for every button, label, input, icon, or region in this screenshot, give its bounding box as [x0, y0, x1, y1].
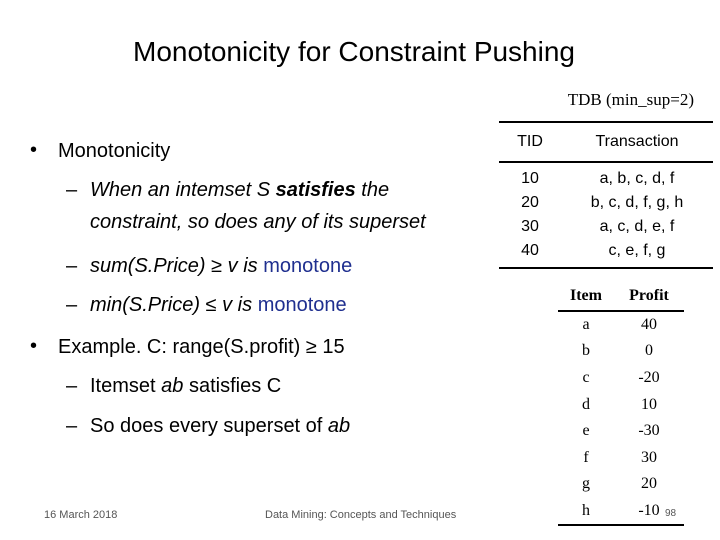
table-cell-item: e [582, 422, 590, 440]
table-header-cell: TID [499, 122, 561, 162]
table-cell-item: g [582, 475, 590, 493]
table-row [558, 391, 684, 418]
table-cell-tid: 40 [499, 239, 561, 268]
expression: sum(S.Price) ≥ v [90, 255, 238, 277]
sub-bullet-itemset-ab [90, 375, 281, 398]
table-row [499, 215, 713, 239]
sub-bullet-when-itemset-line2: constraint, so does any of its superset [90, 211, 426, 233]
table-cell-profit: 40 [641, 315, 657, 333]
table-cell-profit: -30 [638, 422, 660, 440]
table-row [558, 365, 684, 392]
table-cell-transaction: c, e, f, g [561, 239, 713, 268]
table-cell-profit: 10 [641, 395, 657, 413]
dash-marker: – [66, 179, 78, 201]
expression: min(S.Price) ≤ v [90, 294, 233, 316]
table-cell-tid: 20 [521, 194, 539, 211]
table-cell-transaction: a, c, d, e, f [599, 218, 675, 235]
profit-table [558, 283, 684, 526]
bullet-marker: • [30, 335, 38, 357]
sub-bullet-sum-monotone [90, 255, 352, 278]
table-cell-item: b [582, 342, 590, 360]
table-cell-item: f [583, 448, 589, 466]
text-fragment: When an intemset S [90, 179, 276, 201]
text-fragment: Itemset [90, 375, 162, 397]
text-fragment: satisfies C [183, 375, 282, 397]
table-header-row [499, 122, 713, 162]
slide-title: Monotonicity for Constraint Pushing [133, 36, 575, 67]
table-cell-item: d [582, 395, 590, 413]
table-row [499, 191, 713, 215]
table-header-cell: Item [558, 283, 614, 311]
sub-bullet-when-itemset [90, 179, 389, 202]
table-row [558, 338, 684, 365]
table-header-row [558, 283, 684, 311]
table-cell-item: a [582, 315, 590, 333]
table-row [499, 162, 713, 191]
sub-bullet-min-monotone [90, 294, 347, 317]
word-is: is [243, 255, 258, 277]
bullet-example: Example. C: range(S.profit) ≥ 15 [58, 336, 345, 358]
table-header-cell: Transaction [561, 122, 713, 162]
table-cell-profit: -20 [638, 369, 660, 387]
table-cell-tid: 30 [521, 218, 539, 235]
bullet-monotonicity: Monotonicity [58, 140, 171, 162]
table-cell-profit: 20 [641, 475, 657, 493]
table-row [558, 471, 684, 498]
table-row [499, 239, 713, 268]
word-monotone: monotone [257, 294, 347, 316]
table-cell-transaction: a, b, c, d, f [599, 170, 675, 187]
table-cell-item: h [558, 498, 614, 526]
footer-page-number: 98 [665, 508, 677, 519]
table-cell-item: c [582, 369, 590, 387]
table-cell-profit: -10 [614, 498, 684, 526]
dash-marker: – [66, 294, 78, 316]
bullet-marker: • [30, 139, 38, 161]
text-satisfies: satisfies [275, 179, 356, 201]
footer-course: Data Mining: Concepts and Techniques [265, 509, 457, 521]
sub-bullet-superset-ab [90, 415, 350, 438]
tdb-table [499, 121, 713, 269]
text-fragment: So does every superset of [90, 415, 328, 437]
dash-marker: – [66, 375, 78, 397]
table-cell-transaction: b, c, d, f, g, h [590, 194, 684, 211]
table-row [558, 445, 684, 472]
footer-date: 16 March 2018 [44, 509, 118, 521]
table-row [558, 418, 684, 445]
table-cell-tid: 10 [521, 170, 539, 187]
table-cell-profit: 30 [641, 448, 657, 466]
text-ab: ab [327, 415, 351, 437]
table-header-cell: Profit [614, 283, 684, 311]
dash-marker: – [66, 255, 78, 277]
table-cell-profit: 0 [645, 342, 653, 360]
text-ab: ab [161, 375, 184, 397]
text-fragment: the [355, 179, 390, 201]
word-is: is [237, 294, 253, 316]
dash-marker: – [66, 415, 78, 437]
tdb-caption: TDB (min_sup=2) [567, 90, 694, 109]
table-row [558, 311, 684, 339]
word-monotone: monotone [263, 255, 353, 277]
